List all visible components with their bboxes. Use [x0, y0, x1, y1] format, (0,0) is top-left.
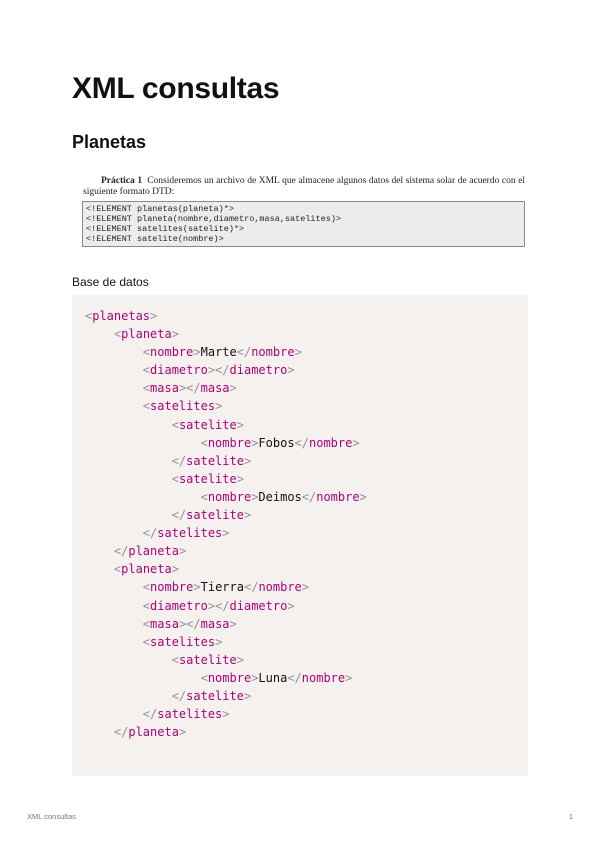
tag-name: satelite	[178, 471, 237, 486]
tag-bracket: <	[142, 580, 151, 595]
tag-bracket: <	[142, 598, 151, 613]
tag-name: masa	[200, 616, 230, 631]
tag-name: satelites	[150, 634, 216, 649]
dtd-line: <!ELEMENT planeta(nombre,diametro,masa,satelites)>	[86, 214, 342, 224]
practice-text: Consideremos un archivo de XML que almacene algunos datos del sistema solar de acuerdo con el siguiente formato DTD:	[83, 176, 526, 197]
tag-bracket: </	[294, 435, 309, 450]
tag-name: satelite	[178, 652, 237, 667]
tag-bracket: </	[171, 688, 187, 703]
tag-bracket: <	[200, 670, 208, 685]
tag-bracket: >	[251, 670, 259, 685]
tag-bracket: <	[142, 616, 151, 631]
tag-bracket: </	[215, 598, 230, 613]
tag-name: planeta	[128, 725, 179, 740]
tag-bracket: <	[171, 652, 179, 667]
tag-bracket: </	[113, 725, 129, 740]
tag-bracket: >	[193, 345, 201, 360]
code-line	[85, 542, 367, 560]
tag-name: satelites	[150, 399, 216, 414]
tag-name: nombre	[150, 580, 194, 595]
practice-label: Práctica 1	[101, 176, 143, 186]
tag-bracket: >	[207, 363, 216, 378]
tag-bracket: <	[113, 327, 122, 342]
section-title: Planetas	[72, 132, 147, 152]
tag-bracket: >	[301, 580, 310, 595]
tag-bracket: >	[178, 381, 187, 396]
element-text: Deimos	[258, 489, 302, 504]
tag-name: nombre	[207, 670, 252, 685]
code-line	[85, 560, 367, 578]
tag-bracket: >	[229, 381, 237, 396]
tag-bracket: >	[178, 725, 187, 740]
tag-bracket: >	[243, 508, 252, 523]
tag-name: planeta	[121, 562, 172, 577]
code-line	[85, 506, 367, 524]
tag-bracket: <	[142, 634, 151, 649]
tag-name: satelite	[186, 688, 244, 703]
practice-excerpt-image	[83, 176, 525, 247]
dtd-line: <!ELEMENT satelites(satelite)*>	[86, 224, 245, 234]
tag-bracket: >	[251, 435, 259, 450]
tag-name: nombre	[150, 345, 194, 360]
tag-bracket: </	[171, 508, 187, 523]
tag-bracket: >	[345, 670, 353, 685]
tag-bracket: >	[215, 634, 223, 649]
tag-bracket: </	[243, 580, 259, 595]
dtd-box	[82, 201, 525, 247]
tag-bracket: >	[171, 327, 179, 342]
tag-bracket: >	[294, 345, 302, 360]
element-text: Fobos	[258, 435, 295, 450]
tag-bracket: <	[200, 489, 208, 504]
tag-name: satelite	[178, 417, 237, 432]
tag-bracket: <	[171, 417, 179, 432]
code-line	[85, 325, 367, 343]
tag-bracket: <	[171, 471, 179, 486]
code-line	[85, 633, 367, 651]
tag-bracket: >	[150, 309, 158, 323]
tag-name: diametro	[150, 598, 208, 613]
code-line	[85, 488, 367, 506]
code-line	[85, 723, 367, 741]
code-line	[85, 687, 367, 705]
tag-name: nombre	[316, 489, 360, 504]
xml-code-block	[72, 295, 528, 776]
tag-bracket: </	[287, 670, 302, 685]
code-line	[85, 651, 367, 669]
tag-bracket: >	[178, 544, 187, 559]
tag-name: nombre	[258, 580, 302, 595]
tag-bracket: >	[178, 616, 187, 631]
tag-bracket: <	[142, 399, 151, 414]
code-line	[85, 578, 367, 596]
practice-statement	[83, 176, 525, 198]
code-line	[85, 307, 367, 325]
footer-page-number: 1	[568, 812, 573, 821]
tag-bracket: >	[251, 489, 259, 504]
tag-name: planetas	[92, 309, 151, 323]
code-line	[85, 597, 367, 615]
code-line	[85, 416, 367, 434]
page-title: XML consultas	[72, 72, 280, 105]
tag-name: masa	[150, 616, 179, 631]
tag-bracket: </	[171, 453, 187, 468]
tag-bracket: </	[186, 616, 201, 631]
code-line	[85, 343, 367, 361]
tag-name: nombre	[251, 345, 295, 360]
tag-bracket: <	[142, 381, 151, 396]
tag-bracket: >	[236, 652, 244, 667]
code-line	[85, 379, 367, 397]
tag-name: satelite	[186, 453, 244, 468]
tag-name: masa	[200, 381, 230, 396]
tag-name: masa	[150, 381, 179, 396]
tag-name: nombre	[207, 489, 252, 504]
element-text: Luna	[258, 670, 288, 685]
tag-bracket: >	[359, 489, 367, 504]
tag-name: satelites	[157, 526, 223, 541]
tag-name: diametro	[150, 363, 208, 378]
tag-name: diametro	[229, 598, 288, 613]
tag-bracket: >	[229, 616, 237, 631]
tag-bracket: >	[352, 435, 360, 450]
tag-bracket: </	[236, 345, 252, 360]
code-line	[85, 669, 367, 687]
code-line	[85, 452, 367, 470]
element-text: Marte	[200, 345, 237, 360]
tag-name: nombre	[301, 670, 346, 685]
tag-bracket: >	[243, 688, 252, 703]
dtd-line: <!ELEMENT planetas(planeta)*>	[86, 204, 234, 214]
code-line	[85, 361, 367, 379]
tag-bracket: >	[222, 707, 230, 722]
tag-name: nombre	[207, 435, 252, 450]
tag-bracket: <	[142, 363, 151, 378]
tag-bracket: </	[142, 526, 158, 541]
tag-bracket: >	[243, 453, 252, 468]
tag-bracket: >	[287, 598, 295, 613]
tag-bracket: >	[236, 471, 244, 486]
tag-name: planeta	[128, 544, 179, 559]
code-line	[85, 524, 367, 542]
tag-name: diametro	[229, 363, 288, 378]
dtd-line: <!ELEMENT satelite(nombre)>	[86, 234, 224, 244]
tag-name: satelite	[186, 508, 244, 523]
code-line	[85, 470, 367, 488]
element-text: Tierra	[200, 580, 244, 595]
tag-bracket: <	[200, 435, 208, 450]
footer-title: XML consultas	[27, 812, 76, 821]
code-line	[85, 397, 367, 415]
tag-bracket: </	[301, 489, 317, 504]
tag-bracket: >	[193, 580, 201, 595]
code-line	[85, 705, 367, 723]
tag-bracket: >	[171, 562, 179, 577]
code-line	[85, 615, 367, 633]
xml-code	[85, 307, 367, 741]
tag-name: satelites	[157, 707, 223, 722]
tag-bracket: </	[142, 707, 158, 722]
tag-bracket: </	[186, 381, 201, 396]
tag-bracket: </	[113, 544, 129, 559]
tag-name: planeta	[121, 327, 172, 342]
tag-bracket: <	[85, 309, 93, 323]
tag-bracket: </	[215, 363, 230, 378]
tag-bracket: >	[222, 526, 230, 541]
database-subheading: Base de datos	[72, 275, 149, 289]
code-line	[85, 434, 367, 452]
tag-bracket: <	[142, 345, 151, 360]
tag-bracket: >	[236, 417, 244, 432]
tag-bracket: >	[215, 399, 223, 414]
tag-bracket: >	[287, 363, 295, 378]
tag-bracket: <	[113, 562, 122, 577]
tag-name: nombre	[309, 435, 353, 450]
tag-bracket: >	[207, 598, 216, 613]
